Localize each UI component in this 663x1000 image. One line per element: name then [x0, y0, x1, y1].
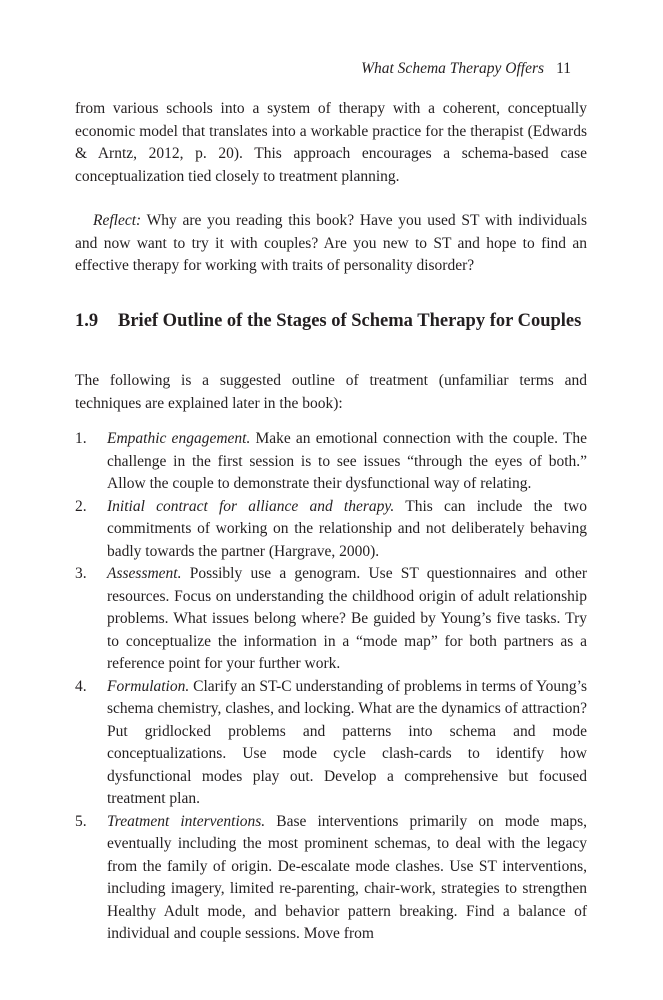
list-item-text: This can include the two commitments of working on the relationship and not deliberately behaving badly towards the partner (Hargrave, 2000).	[107, 497, 588, 560]
list-item-text: Clarify an ST-C understanding of problems in terms of Young’s schema chemistry, clashes, and locking. What are the dynamics of attraction? Put gridlocked problems and patterns into schema and mode conceptualizations. Use mode cycle clash-cards to identify how dysfunctional modes play out. Develop a comprehensive but focused treatment plan.	[107, 677, 587, 807]
continued-paragraph: from various schools into a system of therapy with a coherent, conceptually economic model that translates into a workable practice for the therapist (Edwards & Arntz, 2012, p. 20). This approach encourages a schema-based case conceptualization tied closely to treatment planning.	[75, 100, 587, 185]
list-item	[75, 496, 587, 564]
reflect-label: Reflect:	[93, 212, 142, 229]
list-item	[75, 676, 587, 811]
intro-paragraph: The following is a suggested outline of treatment (unfamiliar terms and techniques are explained later in the book):	[75, 372, 587, 412]
section-heading	[75, 308, 587, 334]
reflect-text: Why are you reading this book? Have you used ST with individuals and now want to try it with couples? Are you new to ST and hope to find an effective therapy for working with traits of personality disorder?	[75, 212, 587, 274]
list-item-term: Initial contract for alliance and therapy.	[107, 497, 395, 515]
running-head	[361, 60, 571, 78]
list-item	[75, 563, 587, 676]
list-item	[75, 811, 587, 946]
reflect-paragraph	[75, 210, 587, 278]
list-item-text: Base interventions primarily on mode maps, eventually including the most prominent schemas, to deal with the legacy from the family of origin. De-escalate mode clashes. Use ST interventions, including imagery, limited re-parenting, chair-work, strategies to strengthen Healthy Adult mode, and behavior pattern breaking. Find a balance of individual and couple sessions. Move from	[107, 812, 588, 942]
list-item-term: Formulation.	[107, 677, 190, 695]
list-item-term: Treatment interventions.	[107, 812, 266, 830]
list-item-number: 2.	[75, 497, 87, 515]
list-item-number: 1.	[75, 430, 87, 447]
list-item-term: Assessment.	[107, 565, 182, 582]
list-item-text: Possibly use a genogram. Use ST questionnaires and other resources. Focus on understanding the childhood origin of adult relationship problems. What issues belong where? Be guided by Young’s five tasks. Try to conceptualize the information in a “mode map” for both partners as a reference point for your further work.	[107, 565, 587, 672]
list-item-term: Empathic engagement.	[107, 430, 251, 447]
list-item-text: Make an emotional connection with the couple. The challenge in the first session is to see issues “through the eyes of both.” Allow the couple to demonstrate their dysfunctional way of relating.	[107, 430, 587, 492]
page-number: 11	[556, 60, 571, 77]
list-item-number: 4.	[75, 677, 87, 695]
list-item-number: 3.	[75, 565, 87, 582]
list-item-number: 5.	[75, 812, 87, 830]
running-head-title: What Schema Therapy Offers	[361, 60, 545, 77]
section-number: 1.9	[75, 311, 99, 331]
list-item	[75, 428, 587, 496]
section-title: Brief Outline of the Stages of Schema Therapy for Couples	[118, 311, 582, 331]
stages-list	[75, 428, 587, 946]
